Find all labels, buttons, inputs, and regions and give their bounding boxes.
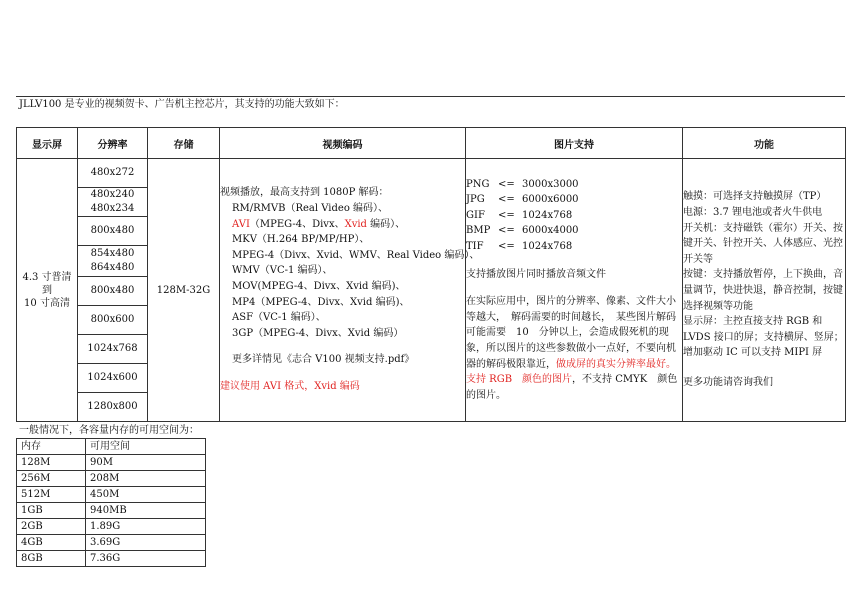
header-image: 图片支持 bbox=[466, 128, 683, 159]
resolution-value: 1024x768 bbox=[87, 343, 138, 354]
memory-available: 450M bbox=[86, 487, 206, 503]
memory-available: 7.36G bbox=[86, 551, 206, 567]
spec-table bbox=[16, 127, 846, 422]
format-max: 6000x4000 bbox=[522, 225, 579, 237]
memory-size: 256M bbox=[17, 471, 86, 487]
video-format: MOV(MPEG-4、Divx、Xvid 编码)、 bbox=[232, 281, 406, 292]
feature-item: 按键：支持播放暂停，上下换曲，音量调节，快进快退，静音控制，按键选择视频等功能 bbox=[683, 269, 843, 312]
resolution-cell bbox=[78, 393, 148, 422]
resolution-value: 800x600 bbox=[90, 314, 135, 325]
format-name: TIF bbox=[466, 241, 484, 253]
avi-suffix: 编码）、 bbox=[366, 218, 406, 230]
table-row bbox=[17, 535, 206, 551]
video-format: ASF（VC-1 编码）、 bbox=[232, 312, 326, 324]
format-max: 3000x3000 bbox=[522, 178, 579, 190]
format-op: <= bbox=[498, 209, 515, 221]
spec-header-row bbox=[17, 128, 846, 159]
table-row bbox=[17, 519, 206, 535]
table-row bbox=[17, 471, 206, 487]
feature-item: 电源：3.7 锂电池或者火牛供电 bbox=[683, 207, 823, 219]
resolution-value: 800x480 bbox=[90, 285, 135, 296]
resolution-cell bbox=[78, 364, 148, 393]
resolution-value: 800x480 bbox=[90, 225, 135, 236]
format-op: <= bbox=[498, 178, 515, 190]
screen-line: 到 bbox=[42, 284, 52, 296]
intro-text: JLLV100 是专业的视频贺卡、广告机主控芯片，其支持的功能大致如下： bbox=[19, 99, 345, 110]
video-intro: 视频播放，最高支持到 1080P 解码： bbox=[220, 187, 389, 199]
resolution-value: 480x234 bbox=[90, 203, 135, 214]
header-video: 视频编码 bbox=[220, 128, 466, 159]
memory-available: 1.89G bbox=[86, 519, 206, 535]
header-features: 功能 bbox=[683, 128, 846, 159]
resolution-cell bbox=[78, 246, 148, 277]
image-format bbox=[466, 239, 682, 255]
header-storage: 存储 bbox=[148, 128, 220, 159]
video-more-info: 更多详情见《志合 V100 视频支持.pdf》 bbox=[232, 354, 415, 366]
xvid-label: Xvid bbox=[344, 218, 367, 230]
memory-size: 128M bbox=[17, 455, 86, 471]
video-format: 3GP（MPEG-4、Divx、Xvid 编码） bbox=[232, 327, 404, 339]
image-note-highlight: 做成屏的真实分辨率最好。 bbox=[556, 358, 676, 370]
memory-size: 1GB bbox=[17, 503, 86, 519]
resolution-cell bbox=[78, 306, 148, 335]
resolution-value: 854x480 bbox=[90, 248, 135, 259]
video-format-avi bbox=[220, 217, 465, 233]
image-format bbox=[466, 177, 682, 193]
video-format: MKV（H.264 BP/MP/HP）、 bbox=[232, 234, 370, 246]
format-name: GIF bbox=[466, 209, 485, 221]
resolution-cell bbox=[78, 277, 148, 306]
feature-item: 显示屏：主控直接支持 RGB 和 LVDS 接口的屏；支持横屏、竖屏；增加驱动 IC 可以支持 MIPI 屏 bbox=[683, 316, 844, 359]
storage-cell: 128M-32G bbox=[148, 159, 220, 422]
format-op: <= bbox=[498, 241, 515, 253]
memory-size: 2GB bbox=[17, 519, 86, 535]
memory-header: 内存 bbox=[17, 439, 86, 455]
image-rgb-text: ，不支持 CMYK 颜色的图片。 bbox=[466, 374, 678, 401]
image-format bbox=[466, 192, 682, 208]
video-format: MPEG-4（Divx、Xvid、WMV、Real Video 编码）、 bbox=[232, 249, 480, 261]
resolution-cell bbox=[78, 335, 148, 364]
memory-title: 一般情况下，各容量内存的可用空间为： bbox=[19, 425, 199, 436]
video-advice: 建议使用 AVI 格式，Xvid 编码 bbox=[220, 380, 360, 392]
format-name: JPG bbox=[466, 194, 485, 206]
table-row bbox=[17, 503, 206, 519]
resolution-value: 1280x800 bbox=[87, 401, 138, 412]
table-row bbox=[17, 487, 206, 503]
table-row bbox=[17, 455, 206, 471]
image-note-text: 在实际应用中，图片的分辨率、像素、文件大小等越大， 解码需要的时间越长， 某些图片解码可能需要 10 分钟以上，会造成假死机的现象，所以图片的这些参数做小一点好，不要向机器的解码极限靠近， bbox=[466, 296, 676, 370]
screen-line: 4.3 寸普清 bbox=[22, 271, 72, 283]
top-rule bbox=[16, 96, 845, 97]
memory-available: 90M bbox=[86, 455, 206, 471]
image-format bbox=[466, 208, 682, 224]
memory-available: 3.69G bbox=[86, 535, 206, 551]
image-concurrent-audio: 支持播放图片同时播放音频文件 bbox=[466, 268, 606, 280]
memory-size: 8GB bbox=[17, 551, 86, 567]
memory-size: 512M bbox=[17, 487, 86, 503]
screen-line: 10 寸高清 bbox=[24, 297, 70, 309]
header-screen: 显示屏 bbox=[17, 128, 78, 159]
format-op: <= bbox=[498, 225, 515, 237]
resolution-cell bbox=[78, 188, 148, 217]
resolution-value: 1024x600 bbox=[87, 372, 138, 383]
resolution-cell bbox=[78, 217, 148, 246]
feature-item: 触摸：可选择支持触摸屏（TP） bbox=[683, 191, 827, 203]
video-format: RM/RMVB（Real Video 编码）、 bbox=[232, 203, 389, 215]
memory-available: 208M bbox=[86, 471, 206, 487]
format-name: BMP bbox=[466, 225, 491, 237]
format-max: 6000x6000 bbox=[522, 194, 579, 206]
memory-available: 940MB bbox=[86, 503, 206, 519]
memory-size: 4GB bbox=[17, 535, 86, 551]
avi-label: AVI bbox=[232, 218, 250, 230]
resolution-value: 480x272 bbox=[90, 167, 135, 178]
avi-codecs: （MPEG-4、Divx、 bbox=[249, 218, 345, 230]
image-note bbox=[466, 294, 682, 403]
header-resolution: 分辨率 bbox=[78, 128, 148, 159]
memory-table bbox=[16, 438, 206, 567]
format-op: <= bbox=[498, 194, 515, 206]
video-format: WMV（VC-1 编码）、 bbox=[232, 265, 333, 277]
feature-item: 开关机：支持磁铁（霍尔）开关、按键开关、针控开关、人体感应、光控开关等 bbox=[683, 222, 843, 265]
resolution-cell bbox=[78, 159, 148, 188]
resolution-value: 480x240 bbox=[90, 189, 135, 200]
format-max: 1024x768 bbox=[522, 241, 573, 253]
resolution-value: 864x480 bbox=[90, 262, 135, 273]
table-row bbox=[17, 551, 206, 567]
video-format: MP4（MPEG-4、Divx、Xvid 编码)、 bbox=[232, 296, 410, 308]
memory-header: 可用空间 bbox=[86, 439, 206, 455]
spec-row bbox=[17, 159, 846, 188]
format-max: 1024x768 bbox=[522, 209, 573, 221]
feature-more: 更多功能请咨询我们 bbox=[683, 376, 773, 388]
image-cell bbox=[466, 159, 683, 422]
image-format bbox=[466, 223, 682, 239]
features-cell bbox=[683, 159, 846, 422]
image-rgb-highlight: 支持 RGB 颜色的图片 bbox=[466, 374, 573, 386]
memory-header-row bbox=[17, 439, 206, 455]
format-name: PNG bbox=[466, 178, 490, 190]
screen-cell bbox=[17, 159, 78, 422]
